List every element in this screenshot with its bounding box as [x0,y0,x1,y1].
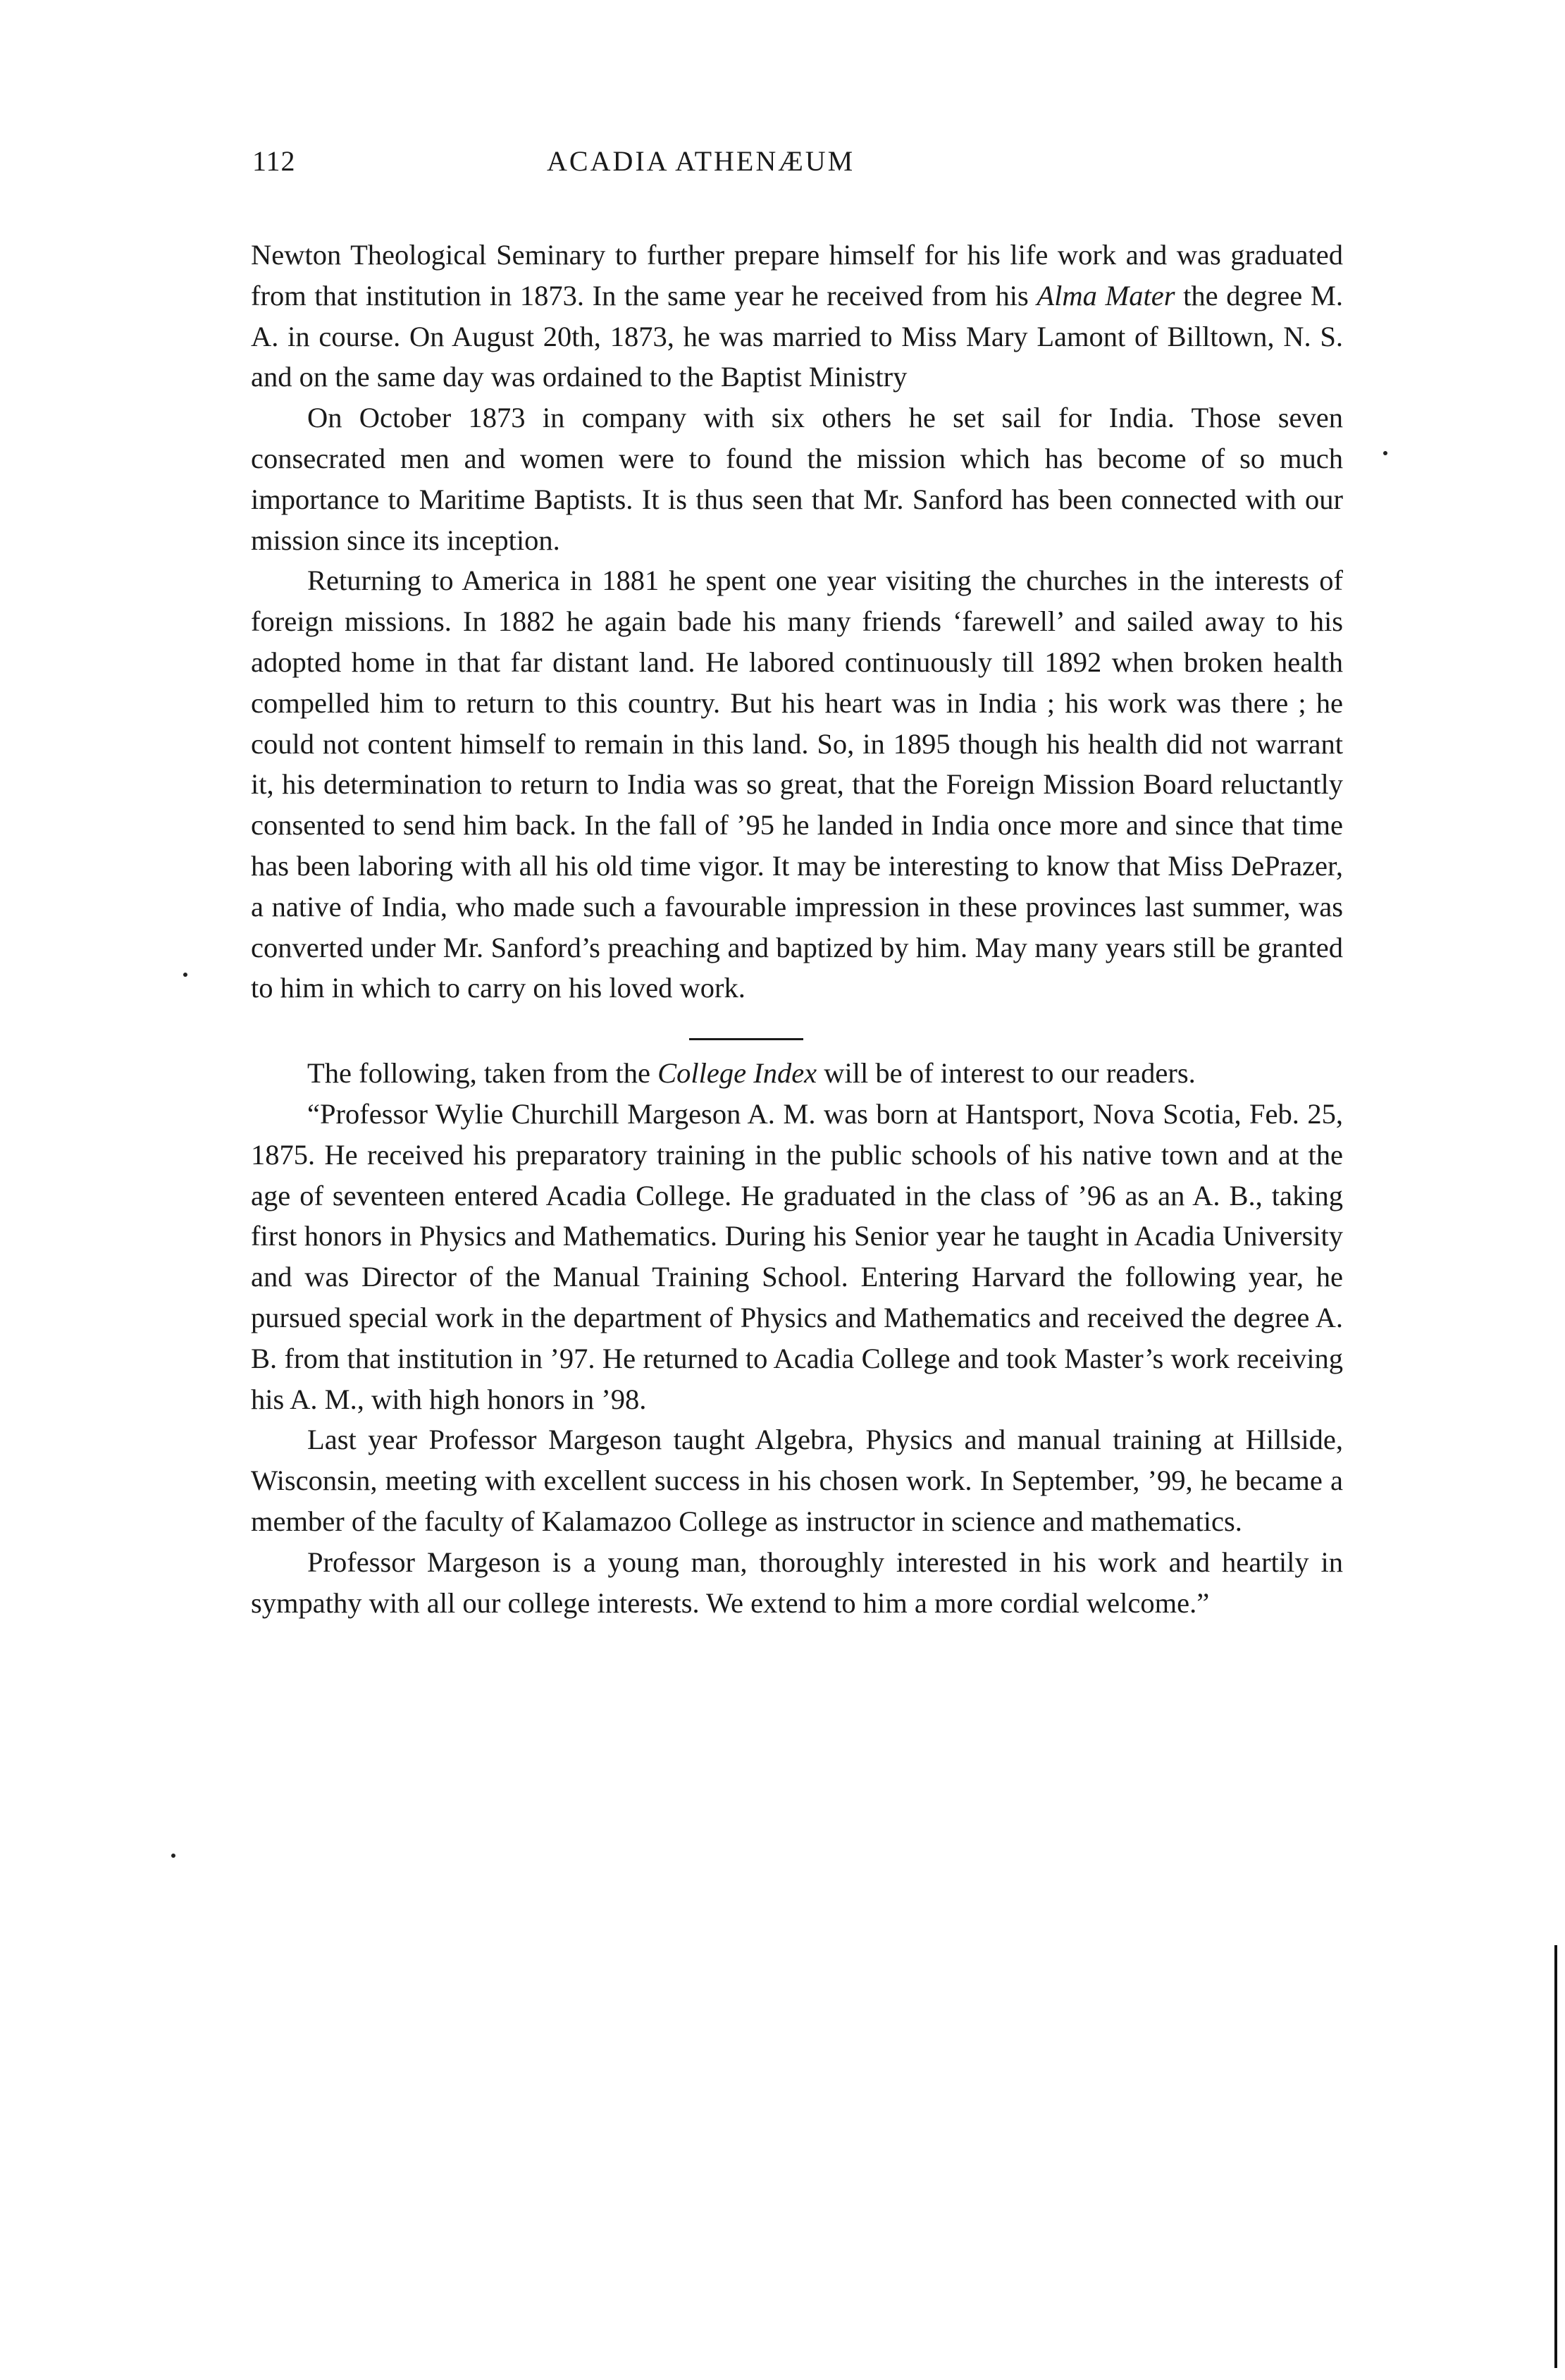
text-run: On October 1873 in company with six others he set sail for India. Those seven consecrated men and women were to found the mission which has become of so much importance to Maritime Baptists. It is thus seen that Mr. Sanford has been connected with our mission since its inception. [251,402,1343,556]
page-edge-line [1554,1945,1557,2368]
text-run: Newton Theological Seminary to further prepare himself for his life work and was graduated from that institution in 1873. In the same year he received from his [251,239,1343,312]
text-run: “Professor Wylie Churchill Margeson A. M. was born at Hantsport, Nova Scotia, Feb. 25, 1875. He received his preparatory training in the public schools of his native town and at the age of seventeen entered Acadia College. He graduated in the class of ’96 as an A. B., taking first honors in Physics and Mathematics. During his Senior year he taught in Acadia University and was Director of the Manual Training School. Entering Harvard the following year, he pursued special work in the department of Physics and Mathematics and received the degree A. B. from that institution in ’97. He returned to Acadia College and took Master’s work receiving his A. M., with high honors in ’98. [251,1097,1343,1415]
journal-title: ACADIA ATHENÆUM [547,145,855,177]
college-index-note [251,1053,1343,1623]
article-section [251,235,1343,1009]
note-paragraph [251,1419,1343,1541]
body-paragraph [251,560,1343,1009]
body-paragraph [251,235,1343,397]
note-paragraph [251,1542,1343,1624]
section-divider [689,1038,803,1040]
note-paragraph [251,1094,1343,1419]
text-run: Professor Margeson is a young man, thoroughly interested in his work and heartily in sympathy with all our college interests. We extend to him a more cordial welcome.” [251,1546,1343,1619]
italic-title: College Index [657,1057,817,1090]
note-paragraph [251,1053,1343,1094]
text-run: will be of interest to our readers. [817,1057,1196,1090]
margin-speck [1383,451,1387,455]
page-body [251,144,1343,1623]
running-head [251,144,1343,194]
text-run: The following, taken from the [307,1057,658,1090]
text-run: the degree M. A. in course. On August 20th, 1873, he was married to Miss Mary Lamont of Billtown, N. S. and on the same day was ordained to the Baptist Ministry [251,279,1343,393]
text-run: Returning to America in 1881 he spent one year visiting the churches in the interests of foreign missions. In 1882 he again bade his many friends ‘farewell’ and sailed away to his adopted home in that far distant land. He labored continuously till 1892 when broken health compelled him to return to this country. But his heart was in India ; his work was there ; he could not content himself to remain in this land. So, in 1895 though his health did not warrant it, his determination to return to India was so great, that the Foreign Mission Board reluctantly consented to send him back. In the fall of ’95 he landed in India once more and since that time has been laboring with all his old time vigor. It may be interesting to know that Miss DePrazer, a native of India, who made such a favourable impression in these provinces last summer, was converted under Mr. Sanford’s preaching and baptized by him. May many years still be granted to him in which to carry on his loved work. [251,565,1343,1004]
page-number: 112 [252,145,296,177]
margin-speck [183,973,187,977]
italic-title: Alma Mater [1037,279,1175,312]
text-run: Last year Professor Margeson taught Algebra, Physics and manual training at Hillside, Wisconsin, meeting with excellent success in his chosen work. In September, ’99, he became a member of the faculty of Kalamazoo College as instructor in science and mathematics. [251,1424,1343,1537]
body-paragraph [251,397,1343,560]
margin-speck [171,1854,175,1858]
